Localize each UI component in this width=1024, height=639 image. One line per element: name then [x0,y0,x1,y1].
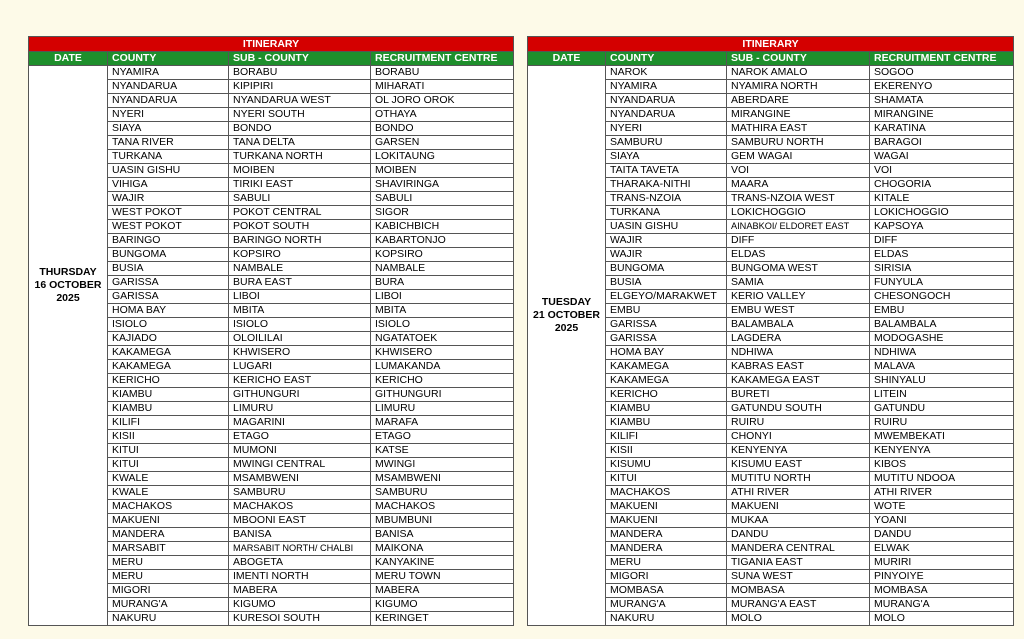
recruitment-centre-cell: MARAFA [371,416,514,430]
recruitment-centre-cell: MAIKONA [371,542,514,556]
recruitment-centre-cell: BORABU [371,66,514,80]
sub-county-cell: OLOILILAI [229,332,371,346]
sub-county-cell: GEM WAGAI [727,150,870,164]
sub-county-cell: LUGARI [229,360,371,374]
recruitment-centre-cell: NDHIWA [870,346,1014,360]
county-cell: MERU [108,570,229,584]
recruitment-centre-cell: KARATINA [870,122,1014,136]
county-cell: KAKAMEGA [108,346,229,360]
county-cell: KAKAMEGA [606,360,727,374]
recruitment-centre-cell: ATHI RIVER [870,486,1014,500]
sub-county-cell: KISUMU EAST [727,458,870,472]
county-cell: GARISSA [606,318,727,332]
recruitment-centre-cell: MWINGI [371,458,514,472]
county-cell: NYANDARUA [108,80,229,94]
recruitment-centre-cell: MERU TOWN [371,570,514,584]
date-cell [29,66,108,626]
sub-county-cell: KOPSIRO [229,248,371,262]
county-cell: MURANG'A [606,598,727,612]
recruitment-centre-cell: ELWAK [870,542,1014,556]
date-date-line2: 16 OCTOBER [34,279,102,291]
recruitment-centre-cell: SIGOR [371,206,514,220]
sub-county-cell: SAMIA [727,276,870,290]
recruitment-centre-cell: LUMAKANDA [371,360,514,374]
date-date-line1: TUESDAY [541,296,592,308]
county-cell: MANDERA [606,528,727,542]
date-date-line3: 2025 [56,292,80,304]
county-cell: HOMA BAY [108,304,229,318]
recruitment-centre-cell: WOTE [870,500,1014,514]
recruitment-centre-cell: SHAVIRINGA [371,178,514,192]
date-date-line1: THURSDAY [39,266,97,278]
county-cell: MURANG'A [108,598,229,612]
recruitment-centre-cell: LITEIN [870,388,1014,402]
header-recruitment-centre: RECRUITMENT CENTRE [870,52,1014,66]
header-county: COUNTY [108,52,229,66]
sub-county-cell: KIGUMO [229,598,371,612]
county-cell: WEST POKOT [108,206,229,220]
county-cell: ISIOLO [108,318,229,332]
header-row [29,52,514,66]
sub-county-cell: BURA EAST [229,276,371,290]
recruitment-centre-cell: CHOGORIA [870,178,1014,192]
county-cell: KILIFI [108,416,229,430]
county-cell: WAJIR [606,248,727,262]
county-cell: HOMA BAY [606,346,727,360]
recruitment-centre-cell: KATSE [371,444,514,458]
recruitment-centre-cell: NGATATOEK [371,332,514,346]
sub-county-cell: LAGDERA [727,332,870,346]
sub-county-cell: POKOT CENTRAL [229,206,371,220]
recruitment-centre-cell: MWEMBEKATI [870,430,1014,444]
sub-county-cell: MOMBASA [727,584,870,598]
recruitment-centre-cell: BONDO [371,122,514,136]
sub-county-cell: ATHI RIVER [727,486,870,500]
sub-county-cell: RUIRU [727,416,870,430]
sub-county-cell: LIMURU [229,402,371,416]
recruitment-centre-cell: MURANG'A [870,598,1014,612]
itinerary-title-row [528,37,1014,52]
sub-county-cell: POKOT SOUTH [229,220,371,234]
recruitment-centre-cell: OTHAYA [371,108,514,122]
county-cell: KISUMU [606,458,727,472]
sub-county-cell: BALAMBALA [727,318,870,332]
sub-county-cell: GITHUNGURI [229,388,371,402]
recruitment-centre-cell: OL JORO OROK [371,94,514,108]
county-cell: NYERI [606,122,727,136]
county-cell: TAITA TAVETA [606,164,727,178]
sub-county-cell: AINABKOI/ ELDORET EAST [727,220,870,234]
recruitment-centre-cell: LOKICHOGGIO [870,206,1014,220]
sub-county-cell: ELDAS [727,248,870,262]
recruitment-centre-cell: MBUMBUNI [371,514,514,528]
recruitment-centre-cell: DANDU [870,528,1014,542]
county-cell: GARISSA [606,332,727,346]
recruitment-centre-cell: SAMBURU [371,486,514,500]
sub-county-cell: KIPIPIRI [229,80,371,94]
sub-county-cell: ISIOLO [229,318,371,332]
county-cell: TANA RIVER [108,136,229,150]
recruitment-centre-cell: MACHAKOS [371,500,514,514]
table-row [528,66,1014,80]
county-cell: WAJIR [606,234,727,248]
recruitment-centre-cell: WAGAI [870,150,1014,164]
county-cell: EMBU [606,304,727,318]
header-sub-county: SUB - COUNTY [727,52,870,66]
recruitment-centre-cell: NAMBALE [371,262,514,276]
county-cell: MERU [108,556,229,570]
county-cell: KWALE [108,486,229,500]
county-cell: MIGORI [606,570,727,584]
county-cell: NYANDARUA [606,108,727,122]
county-cell: NYAMIRA [108,66,229,80]
county-cell: MAKUENI [606,514,727,528]
sub-county-cell: MUMONI [229,444,371,458]
date-date-line3: 2025 [554,322,579,334]
sub-county-cell: BORABU [229,66,371,80]
itinerary-title: ITINERARY [528,37,1014,52]
sub-county-cell: NAROK AMALO [727,66,870,80]
recruitment-centre-cell: EKERENYO [870,80,1014,94]
sub-county-cell: MATHIRA EAST [727,122,870,136]
county-cell: KITUI [108,458,229,472]
sub-county-cell: MOIBEN [229,164,371,178]
county-cell: VIHIGA [108,178,229,192]
sub-county-cell: ABERDARE [727,94,870,108]
sub-county-cell: MARSABIT NORTH/ CHALBI [229,542,371,556]
recruitment-centre-cell: KANYAKINE [371,556,514,570]
county-cell: MAKUENI [606,500,727,514]
sub-county-cell: CHONYI [727,430,870,444]
county-cell: BUNGOMA [108,248,229,262]
county-cell: MERU [606,556,727,570]
recruitment-centre-cell: SOGOO [870,66,1014,80]
county-cell: MACHAKOS [108,500,229,514]
recruitment-centre-cell: VOI [870,164,1014,178]
county-cell: BARINGO [108,234,229,248]
sub-county-cell: MAKUENI [727,500,870,514]
sub-county-cell: DANDU [727,528,870,542]
county-cell: KISII [108,430,229,444]
recruitment-centre-cell: KHWISERO [371,346,514,360]
sub-county-cell: MWINGI CENTRAL [229,458,371,472]
sub-county-cell: BURETI [727,388,870,402]
sub-county-cell: SAMBURU NORTH [727,136,870,150]
county-cell: MAKUENI [108,514,229,528]
sub-county-cell: TANA DELTA [229,136,371,150]
sub-county-cell: VOI [727,164,870,178]
sub-county-cell: NYANDARUA WEST [229,94,371,108]
county-cell: TRANS-NZOIA [606,192,727,206]
recruitment-centre-cell: MABERA [371,584,514,598]
county-cell: TURKANA [606,206,727,220]
sub-county-cell: KURESOI SOUTH [229,612,371,626]
recruitment-centre-cell: MOIBEN [371,164,514,178]
sub-county-cell: MBITA [229,304,371,318]
recruitment-centre-cell: ISIOLO [371,318,514,332]
county-cell: KERICHO [108,374,229,388]
sub-county-cell: KABRAS EAST [727,360,870,374]
sub-county-cell: MURANG'A EAST [727,598,870,612]
header-date: DATE [528,52,606,66]
county-cell: KITUI [606,472,727,486]
sub-county-cell: MSAMBWENI [229,472,371,486]
sub-county-cell: MIRANGINE [727,108,870,122]
recruitment-centre-cell: DIFF [870,234,1014,248]
sub-county-cell: LIBOI [229,290,371,304]
county-cell: UASIN GISHU [606,220,727,234]
county-cell: TURKANA [108,150,229,164]
recruitment-centre-cell: SIRISIA [870,262,1014,276]
header-date: DATE [29,52,108,66]
sub-county-cell: KHWISERO [229,346,371,360]
itinerary-table-left [28,36,514,626]
county-cell: NYANDARUA [606,94,727,108]
sub-county-cell: MACHAKOS [229,500,371,514]
recruitment-centre-cell: GITHUNGURI [371,388,514,402]
recruitment-centre-cell: MURIRI [870,556,1014,570]
sub-county-cell: ABOGETA [229,556,371,570]
county-cell: KWALE [108,472,229,486]
header-row [528,52,1014,66]
recruitment-centre-cell: MOMBASA [870,584,1014,598]
county-cell: MANDERA [606,542,727,556]
county-cell: MOMBASA [606,584,727,598]
recruitment-centre-cell: KAPSOYA [870,220,1014,234]
county-cell: WAJIR [108,192,229,206]
county-cell: WEST POKOT [108,220,229,234]
recruitment-centre-cell: KITALE [870,192,1014,206]
county-cell: THARAKA-NITHI [606,178,727,192]
recruitment-centre-cell: KERINGET [371,612,514,626]
sub-county-cell: NDHIWA [727,346,870,360]
county-cell: KISII [606,444,727,458]
date-cell [528,66,606,626]
sub-county-cell: KERICHO EAST [229,374,371,388]
sub-county-cell: SABULI [229,192,371,206]
recruitment-centre-cell: BALAMBALA [870,318,1014,332]
recruitment-centre-cell: GARSEN [371,136,514,150]
recruitment-centre-cell: LIMURU [371,402,514,416]
county-cell: KERICHO [606,388,727,402]
sub-county-cell: TRANS-NZOIA WEST [727,192,870,206]
recruitment-centre-cell: BANISA [371,528,514,542]
sub-county-cell: EMBU WEST [727,304,870,318]
recruitment-centre-cell: PINYOIYE [870,570,1014,584]
itinerary-title: ITINERARY [29,37,514,52]
sub-county-cell: BANISA [229,528,371,542]
recruitment-centre-cell: KENYENYA [870,444,1014,458]
recruitment-centre-cell: KERICHO [371,374,514,388]
sub-county-cell: TURKANA NORTH [229,150,371,164]
recruitment-centre-cell: MUTITU NDOOA [870,472,1014,486]
recruitment-centre-cell: LOKITAUNG [371,150,514,164]
county-cell: KIAMBU [606,402,727,416]
county-cell: NYAMIRA [606,80,727,94]
county-cell: MANDERA [108,528,229,542]
recruitment-centre-cell: SHINYALU [870,374,1014,388]
sub-county-cell: KERIO VALLEY [727,290,870,304]
sub-county-cell: BONDO [229,122,371,136]
county-cell: NAROK [606,66,727,80]
header-sub-county: SUB - COUNTY [229,52,371,66]
county-cell: NAKURU [606,612,727,626]
county-cell: KILIFI [606,430,727,444]
itinerary-table-right [527,36,1014,626]
recruitment-centre-cell: MBITA [371,304,514,318]
recruitment-centre-cell: MOLO [870,612,1014,626]
recruitment-centre-cell: KIBOS [870,458,1014,472]
county-cell: KAJIADO [108,332,229,346]
county-cell: MIGORI [108,584,229,598]
recruitment-centre-cell: YOANI [870,514,1014,528]
county-cell: BUSIA [108,262,229,276]
sub-county-cell: TIRIKI EAST [229,178,371,192]
recruitment-centre-cell: BURA [371,276,514,290]
sub-county-cell: KAKAMEGA EAST [727,374,870,388]
sub-county-cell: MANDERA CENTRAL [727,542,870,556]
sub-county-cell: ETAGO [229,430,371,444]
county-cell: KIAMBU [108,388,229,402]
county-cell: GARISSA [108,276,229,290]
sub-county-cell: GATUNDU SOUTH [727,402,870,416]
county-cell: NAKURU [108,612,229,626]
sub-county-cell: MBOONI EAST [229,514,371,528]
sub-county-cell: NAMBALE [229,262,371,276]
recruitment-centre-cell: KABARTONJO [371,234,514,248]
recruitment-centre-cell: MIHARATI [371,80,514,94]
sub-county-cell: TIGANIA EAST [727,556,870,570]
sub-county-cell: MOLO [727,612,870,626]
county-cell: KAKAMEGA [108,360,229,374]
county-cell: UASIN GISHU [108,164,229,178]
county-cell: BUNGOMA [606,262,727,276]
recruitment-centre-cell: KABICHBICH [371,220,514,234]
sub-county-cell: IMENTI NORTH [229,570,371,584]
sub-county-cell: BARINGO NORTH [229,234,371,248]
sub-county-cell: SAMBURU [229,486,371,500]
recruitment-centre-cell: ELDAS [870,248,1014,262]
sub-county-cell: DIFF [727,234,870,248]
recruitment-centre-cell: SABULI [371,192,514,206]
recruitment-centre-cell: BARAGOI [870,136,1014,150]
sub-county-cell: SUNA WEST [727,570,870,584]
county-cell: SIAYA [108,122,229,136]
sub-county-cell: MABERA [229,584,371,598]
sub-county-cell: BUNGOMA WEST [727,262,870,276]
county-cell: NYERI [108,108,229,122]
county-cell: NYANDARUA [108,94,229,108]
recruitment-centre-cell: KOPSIRO [371,248,514,262]
recruitment-centre-cell: MALAVA [870,360,1014,374]
county-cell: BUSIA [606,276,727,290]
sub-county-cell: MAARA [727,178,870,192]
recruitment-centre-cell: RUIRU [870,416,1014,430]
county-cell: MACHAKOS [606,486,727,500]
sub-county-cell: KENYENYA [727,444,870,458]
county-cell: ELGEYO/MARAKWET [606,290,727,304]
recruitment-centre-cell: LIBOI [371,290,514,304]
recruitment-centre-cell: MODOGASHE [870,332,1014,346]
sub-county-cell: NYAMIRA NORTH [727,80,870,94]
sub-county-cell: MUKAA [727,514,870,528]
recruitment-centre-cell: SHAMATA [870,94,1014,108]
recruitment-centre-cell: ETAGO [371,430,514,444]
county-cell: GARISSA [108,290,229,304]
county-cell: SAMBURU [606,136,727,150]
recruitment-centre-cell: FUNYULA [870,276,1014,290]
county-cell: MARSABIT [108,542,229,556]
sub-county-cell: MUTITU NORTH [727,472,870,486]
header-county: COUNTY [606,52,727,66]
county-cell: KAKAMEGA [606,374,727,388]
county-cell: SIAYA [606,150,727,164]
recruitment-centre-cell: MSAMBWENI [371,472,514,486]
county-cell: KITUI [108,444,229,458]
header-recruitment-centre: RECRUITMENT CENTRE [371,52,514,66]
recruitment-centre-cell: KIGUMO [371,598,514,612]
sub-county-cell: NYERI SOUTH [229,108,371,122]
sub-county-cell: MAGARINI [229,416,371,430]
recruitment-centre-cell: CHESONGOCH [870,290,1014,304]
date-date-line2: 21 OCTOBER [533,309,600,321]
recruitment-centre-cell: GATUNDU [870,402,1014,416]
county-cell: KIAMBU [108,402,229,416]
itinerary-title-row [29,37,514,52]
table-row [29,66,514,80]
recruitment-centre-cell: EMBU [870,304,1014,318]
recruitment-centre-cell: MIRANGINE [870,108,1014,122]
sub-county-cell: LOKICHOGGIO [727,206,870,220]
county-cell: KIAMBU [606,416,727,430]
